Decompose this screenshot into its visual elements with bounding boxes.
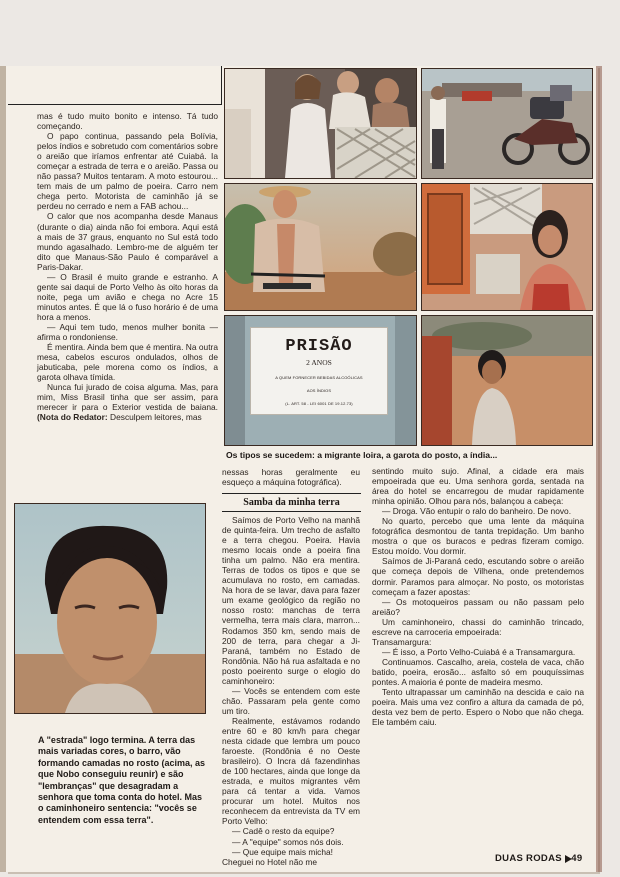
sign-line: AOS ÍNDIOS <box>306 388 332 393</box>
editor-note-text: Desculpem leitores, mas <box>107 412 202 423</box>
paragraph: — Que equipe mais micha! <box>232 846 334 857</box>
paragraph: — O Brasil é muito grande e estranho. A gente sai daqui de Porto Velho às oito horas da noite, pega um avião e chega no Acre 15 minutos antes. É que lá o fuso horário é de uma hora a menos. <box>37 271 218 322</box>
paragraph: Saímos de Ji-Paraná cedo, escutando sobre o areião que começa depois de Vilhena, onde pretendemos dormir. Paramos para almoçar. No posto, os motoristas começam a fazer apostas: <box>372 556 584 597</box>
page-number: 49 <box>571 853 583 864</box>
page-spine <box>596 66 602 872</box>
sign-line: A QUEM FORNECER BEBIDAS ALCOÓLICAS <box>275 375 363 380</box>
paragraph: — Aqui tem tudo, menos mulher bonita — afirma o rondoniense. <box>37 321 218 343</box>
sign-line: (L. ART. 58 - LEI 6001 DE 19.12.73) <box>285 401 353 406</box>
paragraph: O calor que nos acompanha desde Manaus (durante o dia) ainda não foi embora. Aqui está a mais de 37 graus, enquanto no Sul está todo mundo agasalhado. Lembro-me de alguém ter dito que Manaus-São Paulo é comparável a Paris-Dakar. <box>37 211 218 272</box>
paragraph: No quarto, percebo que uma lente da máquina fotográfica desmontou de tanta trepidação. Um banho mostra o que os buracos e pedras fizeram comigo. Estou moído. Vou dormir. <box>372 516 584 557</box>
footer-separator: · <box>564 853 569 864</box>
magazine-name: DUAS RODAS <box>495 853 562 864</box>
sign-title: PRISÃO <box>285 337 353 356</box>
column-rule-top <box>8 104 222 105</box>
photo-caption: Os tipos se sucedem: a migrante loira, a garota do posto, a índia... <box>226 450 498 460</box>
left-column-text <box>37 111 218 422</box>
sign-subtitle: 2 ANOS <box>306 358 332 367</box>
photo-migrant-girls <box>224 68 417 179</box>
paragraph: Saímos de Porto Velho na manhã de quinta-feira. Um trecho de asfalto e a terra chegou. Poeira. Havia mesmo locais onde a poeira fina tinha um palmo. Não era mentira. Terras de todos os tipos e que se acumulava no rosto, em camadas. Na hora de se lavar, dava para fazer um exame geológico da região no nosso rosto: manchas de terra vermelha, terra mais clara, marron... Rodamos 350 km, sendo mais de 200 de terra, para chegar a Ji-Paraná, também no Estado de Rondônia. Não há rua asfaltada e no posto poeirento surge o elogio do caminhoneiro: <box>222 515 360 686</box>
paragraph: Um caminhoneiro, chassi do caminhão trincado, escreve na carroceria empoeirada: <box>372 616 584 637</box>
paragraph-text: Nunca fui jurado de coisa alguma. Mas, para mim, Miss Brasil tinha que ser assim, para merecer ir para o Exterior vestida de baiana. <box>37 382 218 413</box>
paragraph: — Os motoqueiros passam ou não passam pelo areião? <box>372 596 584 617</box>
editor-note-label: (Nota do Redator: <box>37 412 108 423</box>
paragraph: Transamargura: <box>372 636 432 647</box>
paragraph: Continuamos. Cascalho, areia, costela de vaca, chão batido, poeira, erosão... asfalto só em pouquíssimas pontes. A maioria é ponte de madeira mesmo. <box>372 656 584 687</box>
paragraph: — Cadê o resto da equipe? <box>232 826 335 837</box>
photo-motorcycles-gas-station <box>421 68 593 179</box>
photo-girl-at-station <box>421 183 593 311</box>
section-title: Samba da minha terra <box>243 497 340 508</box>
photo-indian-girl <box>421 315 593 446</box>
paragraph: — É isso, a Porto Velho-Cuiabá é a Transamargura. <box>382 646 576 657</box>
paragraph: nessas horas geralmente eu esqueço a máquina fotográfica). <box>222 467 360 488</box>
paragraph: — A "equipe" somos nós dois. <box>232 836 344 847</box>
paragraph <box>37 382 218 422</box>
paragraph: mas é tudo muito bonito e intenso. Tá tudo começando. <box>37 111 218 132</box>
photo-dusty-face-portrait <box>14 503 206 714</box>
continue-arrow-icon <box>565 855 572 863</box>
prison-sign <box>250 327 388 415</box>
paragraph: — Vocês se entendem com este chão. Passaram pela gente como um tiro. <box>222 685 360 716</box>
photo-boy-on-bicycle <box>224 183 417 311</box>
right-column-text <box>372 466 584 727</box>
paragraph: É mentira. Ainda bem que é mentira. Na outra mesa, cabelos escuros ondulados, olhos de jabuticaba, pele morena como os índios, a garota olhava tímida. <box>37 342 218 383</box>
portrait-caption: A "estrada" logo termina. A terra das mais variadas cores, o barro, vão formando camadas no rosto (acima, as que Nobo conseguiu reunir) e são "lembranças" que desagradam a senhora que toma conta do hotel. Mas o caminhoneiro sentencia: "vocês se entendem com essa terra". <box>38 735 206 825</box>
paragraph: — Droga. Vão entupir o ralo do banheiro. De novo. <box>382 506 572 517</box>
middle-column-text <box>222 515 360 867</box>
middle-column-intro <box>222 467 360 487</box>
column-rule-vertical <box>221 66 222 104</box>
paragraph: Tento ultrapassar um caminhão na descida e caio na poeira. Mais uma vez confiro a altura da camada de pó, desta vez bem de perto. Espero o Nobo que não chega. Ele também caiu. <box>372 687 584 728</box>
paragraph: Cheguei no Hotel não me <box>222 856 317 867</box>
paragraph: O papo continua, passando pela Bolívia, pelos índios e sobretudo com comentários sobre o areião que iríamos enfrentar até Cuiabá. Ia começar a estrada de terra e o areião. Passa ou não passa? Muitos tentaram. A moto estourou... tem mais de um palmo de poeira. Carro nem chega perto. Motorista de caminhão já se perdeu no cerrado e nem a FAB achou... <box>37 131 218 212</box>
section-rule-top <box>222 493 361 494</box>
paragraph: Realmente, estávamos rodando entre 60 e 80 km/h para chegar nesta cidade que lembra um pouco faroeste. (Rondônia é no Oeste brasileiro). O Incra dá fazendinhas de 100 hectares, ainda que longe da estrada, e muitos migrantes vêm para cá tentar a vida. Vamos procurar um hotel. Muitos nos reconhecem da entrevista da TV em Porto Velho: <box>222 715 360 827</box>
section-rule-bottom <box>222 511 361 512</box>
paragraph: sentindo muito sujo. Afinal, a cidade era mais empoeirada que eu. Uma senhora gorda, sentada na área do hotel se encarregou de mudar rapidamente minha opinião. Olhou para nós, balançou a cabeça: <box>372 466 584 507</box>
